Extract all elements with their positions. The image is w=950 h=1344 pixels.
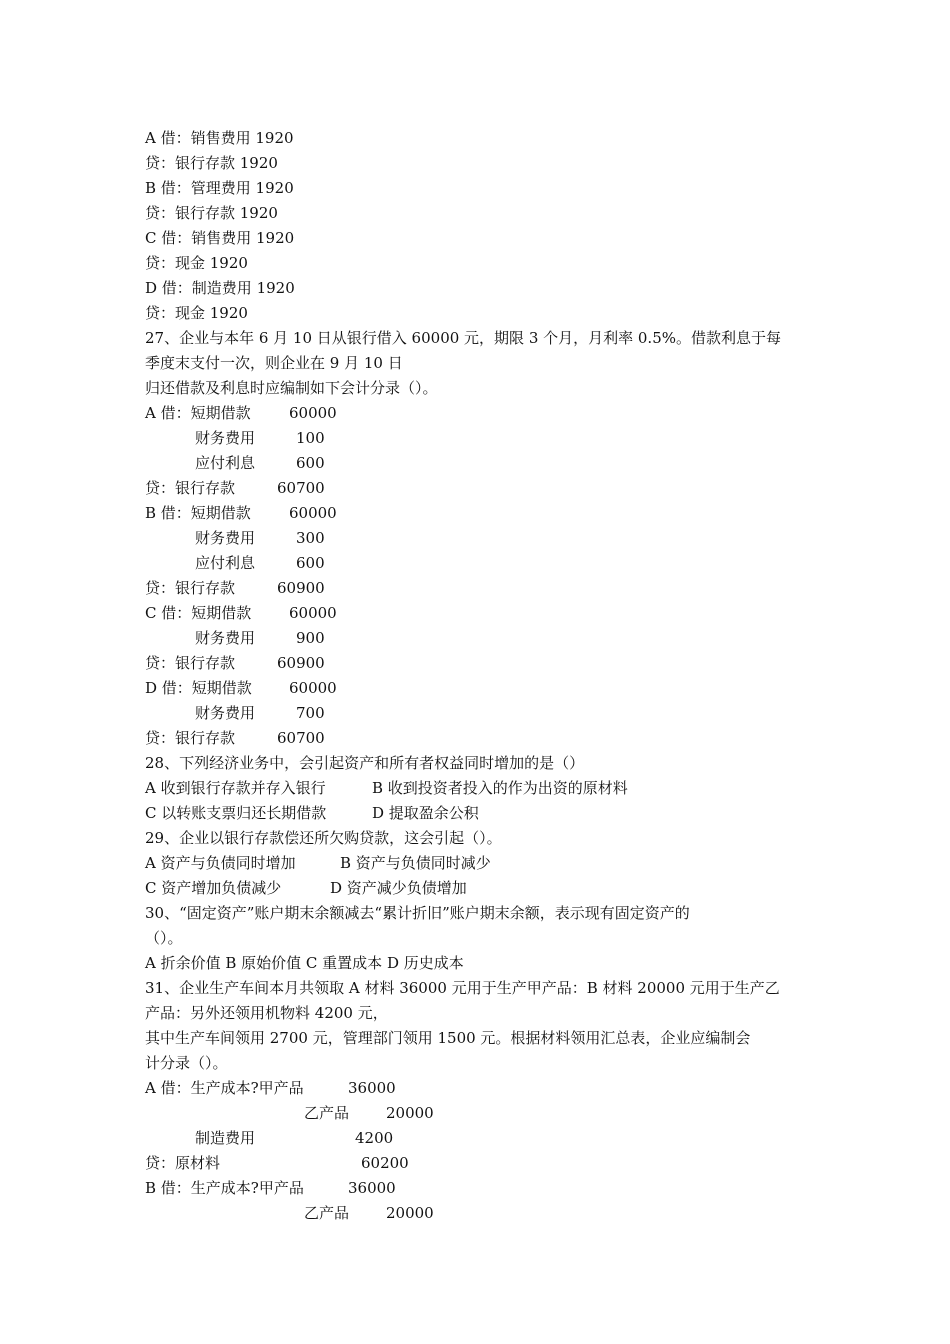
amount: 60700 xyxy=(277,479,325,497)
question-29-stem: 29、企业以银行存款偿还所欠购贷款，这会引起（）。 xyxy=(145,829,502,847)
amount: 60000 xyxy=(289,404,337,422)
option-b: B 收到投资者投入的作为出资的原材料 xyxy=(372,779,628,797)
amount: 36000 xyxy=(348,1179,396,1197)
account-label: B 借：短期借款 xyxy=(145,504,251,522)
question-30-stem: 30、“固定资产”账户期末余额减去“累计折旧”账户期末余额，表示现有固定资产的 xyxy=(145,904,690,922)
journal-entry-line xyxy=(145,1101,434,1126)
question-27-stem: 季度末支付一次，则企业在 9 月 10 日 xyxy=(145,354,403,372)
text-line: D 借：制造费用 1920 xyxy=(145,279,295,297)
account-label: 贷：银行存款 xyxy=(145,654,236,672)
option-c: C 以转账支票归还长期借款 xyxy=(145,804,327,822)
question-31-stem: 产品：另外还领用机物料 4200 元， xyxy=(145,1004,388,1022)
journal-entry-line xyxy=(145,726,325,751)
question-27-stem: 归还借款及利息时应编制如下会计分录（）。 xyxy=(145,379,438,397)
account-label: 乙产品 xyxy=(304,1204,350,1222)
option-b: B 资产与负债同时减少 xyxy=(340,854,491,872)
account-label: 财务费用 xyxy=(195,529,256,547)
journal-entry-line xyxy=(145,676,337,701)
amount: 100 xyxy=(296,429,325,447)
amount: 4200 xyxy=(355,1129,394,1147)
account-label: 应付利息 xyxy=(195,554,256,572)
journal-entry-line xyxy=(145,501,337,526)
amount: 300 xyxy=(296,529,325,547)
journal-entry-line xyxy=(145,626,325,651)
amount: 36000 xyxy=(348,1079,396,1097)
journal-entry-line xyxy=(145,526,325,551)
journal-entry-line xyxy=(145,451,325,476)
amount: 60000 xyxy=(289,504,337,522)
account-label: 贷：原材料 xyxy=(145,1154,221,1172)
account-label: 贷：银行存款 xyxy=(145,479,236,497)
account-label: 应付利息 xyxy=(195,454,256,472)
text-line: B 借：管理费用 1920 xyxy=(145,179,294,197)
option-a: A 资产与负债同时增加 xyxy=(145,854,296,872)
question-28-stem: 28、下列经济业务中，会引起资产和所有者权益同时增加的是（） xyxy=(145,754,585,772)
amount: 60700 xyxy=(277,729,325,747)
journal-entry-line xyxy=(145,1151,409,1176)
amount: 20000 xyxy=(386,1204,434,1222)
journal-entry-line xyxy=(145,1201,434,1226)
account-label: 制造费用 xyxy=(195,1129,256,1147)
journal-entry-line xyxy=(145,1126,394,1151)
journal-entry-line xyxy=(145,651,325,676)
amount: 60000 xyxy=(289,604,337,622)
text-line: C 借：销售费用 1920 xyxy=(145,229,295,247)
account-label: C 借：短期借款 xyxy=(145,604,252,622)
amount: 600 xyxy=(296,554,325,572)
text-line: A 借：销售费用 1920 xyxy=(145,129,294,147)
amount: 60000 xyxy=(289,679,337,697)
option-row xyxy=(145,801,479,826)
option-row xyxy=(145,851,491,876)
question-30-stem: （）。 xyxy=(145,929,183,947)
amount: 60200 xyxy=(361,1154,409,1172)
account-label: D 借：短期借款 xyxy=(145,679,252,697)
text-line: 贷：银行存款 1920 xyxy=(145,204,278,222)
text-line: 贷：现金 1920 xyxy=(145,254,248,272)
option-a: A 收到银行存款并存入银行 xyxy=(145,779,326,797)
journal-entry-line xyxy=(145,576,325,601)
account-label: 贷：银行存款 xyxy=(145,579,236,597)
option-d: D 资产减少负债增加 xyxy=(330,879,467,897)
account-label: 财务费用 xyxy=(195,629,256,647)
account-label: 贷：银行存款 xyxy=(145,729,236,747)
question-30-options: A 折余价值 B 原始价值 C 重置成本 D 历史成本 xyxy=(145,954,464,972)
journal-entry-line xyxy=(145,551,325,576)
amount: 20000 xyxy=(386,1104,434,1122)
amount: 700 xyxy=(296,704,325,722)
journal-entry-line xyxy=(145,426,325,451)
account-label: 乙产品 xyxy=(304,1104,350,1122)
option-d: D 提取盈余公积 xyxy=(372,804,479,822)
question-31-stem: 计分录（）。 xyxy=(145,1054,228,1072)
option-row xyxy=(145,876,467,901)
amount: 600 xyxy=(296,454,325,472)
journal-entry-line xyxy=(145,601,337,626)
journal-entry-line xyxy=(145,1176,396,1201)
question-27-stem: 27、企业与本年 6 月 10 日从银行借入 60000 元，期限 3 个月，月利率 0.5%。借款利息于每 xyxy=(145,329,782,347)
question-31-stem: 31、企业生产车间本月共领取 A 材料 36000 元用于生产甲产品：B 材料 20000 元用于生产乙 xyxy=(145,979,780,997)
account-label: 财务费用 xyxy=(195,429,256,447)
option-c: C 资产增加负债减少 xyxy=(145,879,282,897)
text-line: 贷：银行存款 1920 xyxy=(145,154,278,172)
amount: 60900 xyxy=(277,579,325,597)
account-label: B 借：生产成本?甲产品 xyxy=(145,1179,304,1197)
option-row xyxy=(145,776,628,801)
journal-entry-line xyxy=(145,701,325,726)
amount: 900 xyxy=(296,629,325,647)
journal-entry-line xyxy=(145,476,325,501)
journal-entry-line xyxy=(145,401,337,426)
amount: 60900 xyxy=(277,654,325,672)
account-label: A 借：生产成本?甲产品 xyxy=(145,1079,304,1097)
question-31-stem: 其中生产车间领用 2700 元，管理部门领用 1500 元。根据材料领用汇总表，企业应编制会 xyxy=(145,1029,751,1047)
text-line: 贷：现金 1920 xyxy=(145,304,248,322)
account-label: 财务费用 xyxy=(195,704,256,722)
account-label: A 借：短期借款 xyxy=(145,404,251,422)
journal-entry-line xyxy=(145,1076,396,1101)
